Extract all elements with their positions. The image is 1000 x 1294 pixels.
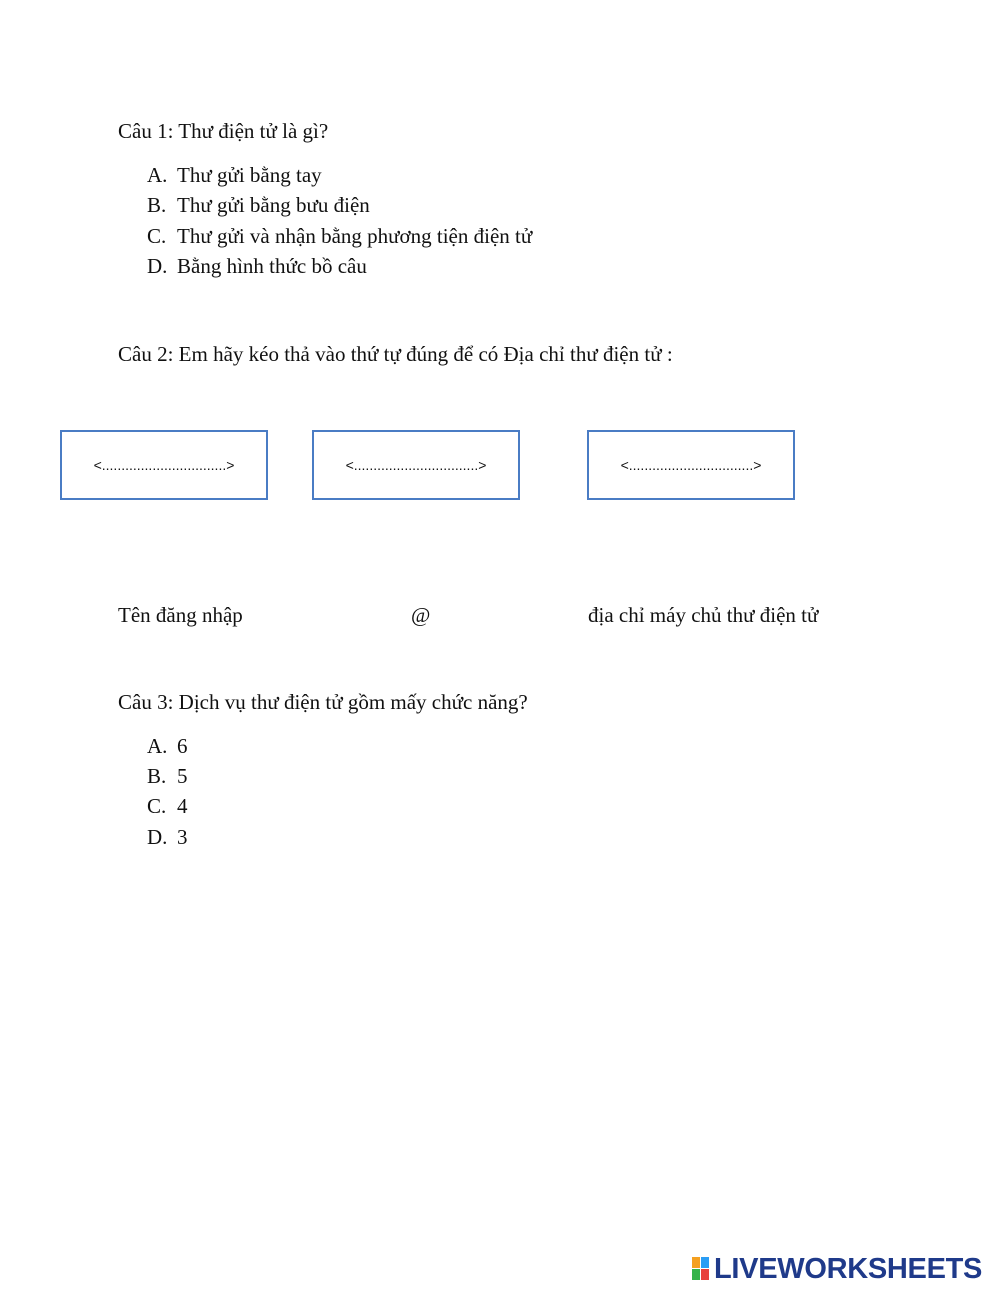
option-letter: D. — [147, 825, 168, 849]
option-text: Thư gửi bằng bưu điện — [177, 193, 370, 217]
option-letter: D. — [147, 254, 168, 278]
logo-mark-icon — [692, 1257, 710, 1281]
option-text: 4 — [177, 794, 188, 818]
option-letter: B. — [147, 193, 167, 217]
q1-option-c[interactable] — [147, 224, 532, 249]
question-2-text: Câu 2: Em hãy kéo thả vào thứ tự đúng để có Địa chỉ thư điện tử : — [118, 342, 673, 366]
option-text: Bằng hình thức bồ câu — [177, 254, 367, 278]
drop-box-placeholder: <................................> — [345, 457, 487, 473]
q1-option-a[interactable] — [147, 163, 322, 188]
liveworksheets-logo — [692, 1254, 982, 1284]
drag-item-mail-server[interactable]: địa chỉ máy chủ thư điện tử — [588, 603, 819, 627]
q1-option-b[interactable] — [147, 193, 370, 218]
option-text: Thư gửi và nhận bằng phương tiện điện tử — [177, 224, 533, 248]
option-text: 3 — [177, 825, 188, 849]
logo-text: LIVEWORKSHEETS — [714, 1252, 983, 1285]
logo-block-2 — [701, 1257, 709, 1268]
question-1-text: Câu 1: Thư điện tử là gì? — [118, 119, 329, 143]
option-letter: A. — [147, 163, 168, 187]
drop-box-placeholder: <................................> — [620, 457, 762, 473]
drop-box-1[interactable] — [60, 430, 268, 500]
logo-block-4 — [701, 1269, 709, 1280]
option-letter: B. — [147, 764, 167, 788]
drop-box-2[interactable] — [312, 430, 520, 500]
option-text: Thư gửi bằng tay — [177, 163, 322, 187]
q3-option-c[interactable] — [147, 794, 188, 819]
option-text: 6 — [177, 734, 188, 758]
option-letter: A. — [147, 734, 168, 758]
q3-option-d[interactable] — [147, 825, 188, 850]
option-letter: C. — [147, 224, 167, 248]
q3-option-a[interactable] — [147, 734, 188, 759]
drag-item-at-sign[interactable]: @ — [411, 603, 431, 627]
drop-box-placeholder: <................................> — [93, 457, 235, 473]
option-text: 5 — [177, 764, 188, 788]
question-3-text: Câu 3: Dịch vụ thư điện tử gồm mấy chức năng? — [118, 690, 528, 714]
option-letter: C. — [147, 794, 167, 818]
drag-item-username[interactable]: Tên đăng nhập — [118, 603, 243, 627]
q1-option-d[interactable] — [147, 254, 367, 279]
logo-block-3 — [692, 1269, 700, 1280]
q3-option-b[interactable] — [147, 764, 188, 789]
drop-box-3[interactable] — [587, 430, 795, 500]
logo-block-1 — [692, 1257, 700, 1268]
